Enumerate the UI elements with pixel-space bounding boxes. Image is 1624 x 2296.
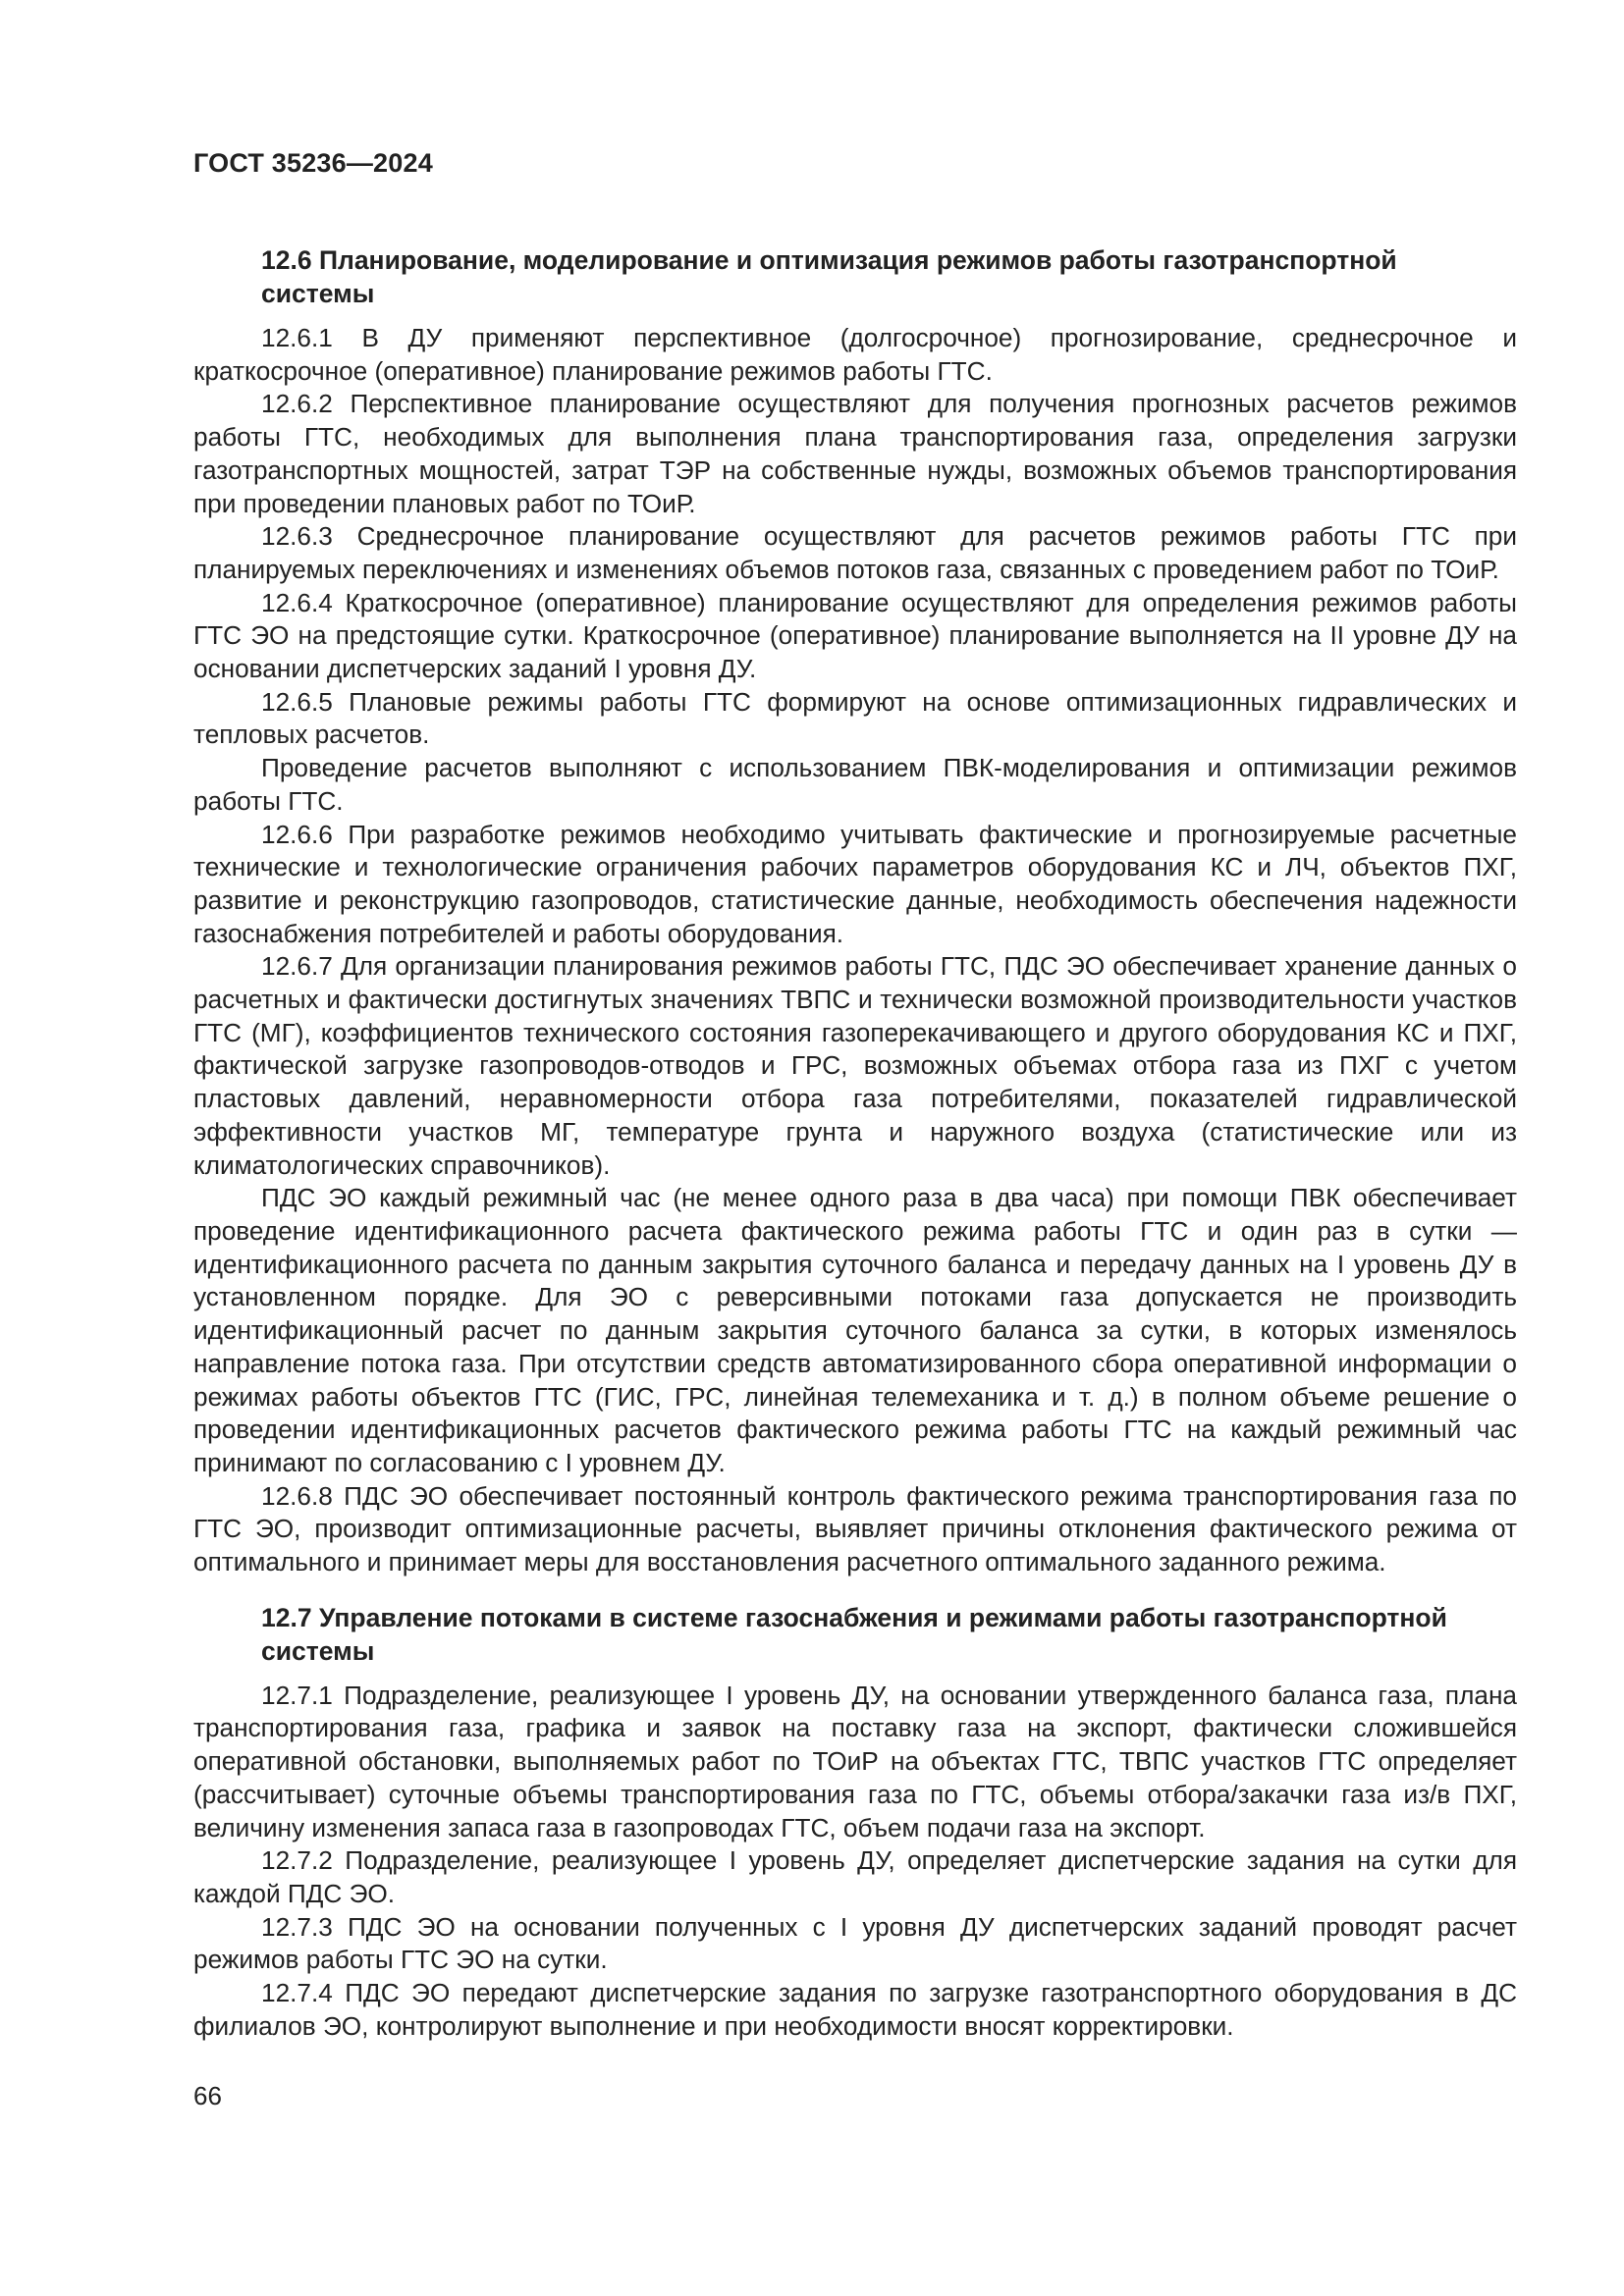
section-heading-12-6: 12.6 Планирование, моделирование и оптимизация режимов работы газотранспортной системы <box>261 245 1397 308</box>
paragraph: 12.6.7 Для организации планирования режимов работы ГТС, ПДС ЭО обеспечивает хранение данных о расчетных и фактически достигнутых значениях ТВПС и технически возможной производительности участков ГТС (МГ), коэффициентов технического состояния газоперекачивающего и другого оборудования КС и ПХГ, фактической загрузке газопроводов-отводов и ГРС, возможных объемах отбора газа из ПХГ с учетом пластовых давлений, неравномерности отбора газа потребителями, показателей гидравлической эффективности участков МГ, температуре грунта и наружного воздуха (статистические или из климатологических справочников). <box>193 951 1517 1180</box>
paragraph: 12.6.8 ПДС ЭО обеспечивает постоянный контроль фактического режима транспортирования газа по ГТС ЭО, производит оптимизационные расчеты, выявляет причины отклонения фактического режима от оптимального и принимает меры для восстановления расчетного оптимального заданного режима. <box>193 1480 1517 1577</box>
paragraph: Проведение расчетов выполняют с использованием ПВК-моделирования и оптимизации режимов работы ГТС. <box>193 753 1517 816</box>
paragraph: 12.6.3 Среднесрочное планирование осуществляют для расчетов режимов работы ГТС при планируемых переключениях и изменениях объемов потоков газа, связанных с проведением работ по ТОиР. <box>193 521 1517 584</box>
paragraph: 12.6.1 В ДУ применяют перспективное (долгосрочное) прогнозирование, среднесрочное и краткосрочное (оперативное) планирование режимов работы ГТС. <box>193 323 1517 386</box>
paragraph: 12.6.2 Перспективное планирование осуществляют для получения прогнозных расчетов режимов работы ГТС, необходимых для выполнения плана транспортирования газа, определения загрузки газотранспортных мощностей, затрат ТЭР на собственные нужды, возможных объемов транспортирования при проведении плановых работ по ТОиР. <box>193 389 1517 518</box>
paragraph: ПДС ЭО каждый режимный час (не менее одного раза в два часа) при помощи ПВК обеспечивает проведение идентификационного расчета фактического режима работы ГТС и один раз в сутки — идентификационного расчета по данным закрытия суточного баланса и передачу данных на I уровень ДУ в установленном порядке. Для ЭО с реверсивными потоками газа допускается не производить идентификационный расчет по данным закрытия суточного баланса за сутки, в которых изменялось направление потока газа. При отсутствии средств автоматизированного сбора оперативной информации о режимах работы объектов ГТС (ГИС, ГРС, линейная телемеханика и т. д.) в полном объеме решение о проведении идентификационных расчетов фактического режима работы ГТС на каждый режимный час принимают по согласованию с I уровнем ДУ. <box>193 1183 1517 1477</box>
paragraph: 12.6.4 Краткосрочное (оперативное) планирование осуществляют для определения режимов работы ГТС ЭО на предстоящие сутки. Краткосрочное (оперативное) планирование выполняется на II уровне ДУ на основании диспетчерских заданий I уровня ДУ. <box>193 587 1517 684</box>
paragraph: 12.7.4 ПДС ЭО передают диспетчерские задания по загрузке газотранспортного оборудования в ДС филиалов ЭО, контролируют выполнение и при необходимости вносят корректировки. <box>193 1978 1517 2041</box>
paragraph: 12.7.2 Подразделение, реализующее I уровень ДУ, определяет диспетчерские задания на сутки для каждой ПДС ЭО. <box>193 1845 1517 1908</box>
paragraph: 12.6.6 При разработке режимов необходимо учитывать фактические и прогнозируемые расчетные технические и технологические ограничения рабочих параметров оборудования КС и ЛЧ, объектов ПХГ, развитие и реконструкцию газопроводов, статистические данные, необходимость обеспечения надежности газоснабжения потребителей и работы оборудования. <box>193 819 1517 948</box>
paragraph: 12.7.3 ПДС ЭО на основании полученных с I уровня ДУ диспетчерских заданий проводят расчет режимов работы ГТС ЭО на сутки. <box>193 1911 1517 1975</box>
section-heading-12-7: 12.7 Управление потоками в системе газоснабжения и режимами работы газотранспортной системы <box>261 1602 1447 1666</box>
page-number: 66 <box>193 2081 222 2111</box>
document-header: ГОСТ 35236—2024 <box>193 148 433 178</box>
paragraph: 12.6.5 Плановые режимы работы ГТС формируют на основе оптимизационных гидравлических и тепловых расчетов. <box>193 686 1517 750</box>
document-page <box>193 147 1517 2111</box>
paragraph: 12.7.1 Подразделение, реализующее I уровень ДУ, на основании утвержденного баланса газа, плана транспортирования газа, графика и заявок на поставку газа на экспорт, фактически сложившейся оперативной обстановки, выполняемых работ по ТОиР на объектах ГТС, ТВПС участков ГТС определяет (рассчитывает) суточные объемы транспортирования газа по ГТС, объемы отбора/закачки газа из/в ПХГ, величину изменения запаса газа в газопроводах ГТС, объем подачи газа на экспорт. <box>193 1680 1517 1842</box>
